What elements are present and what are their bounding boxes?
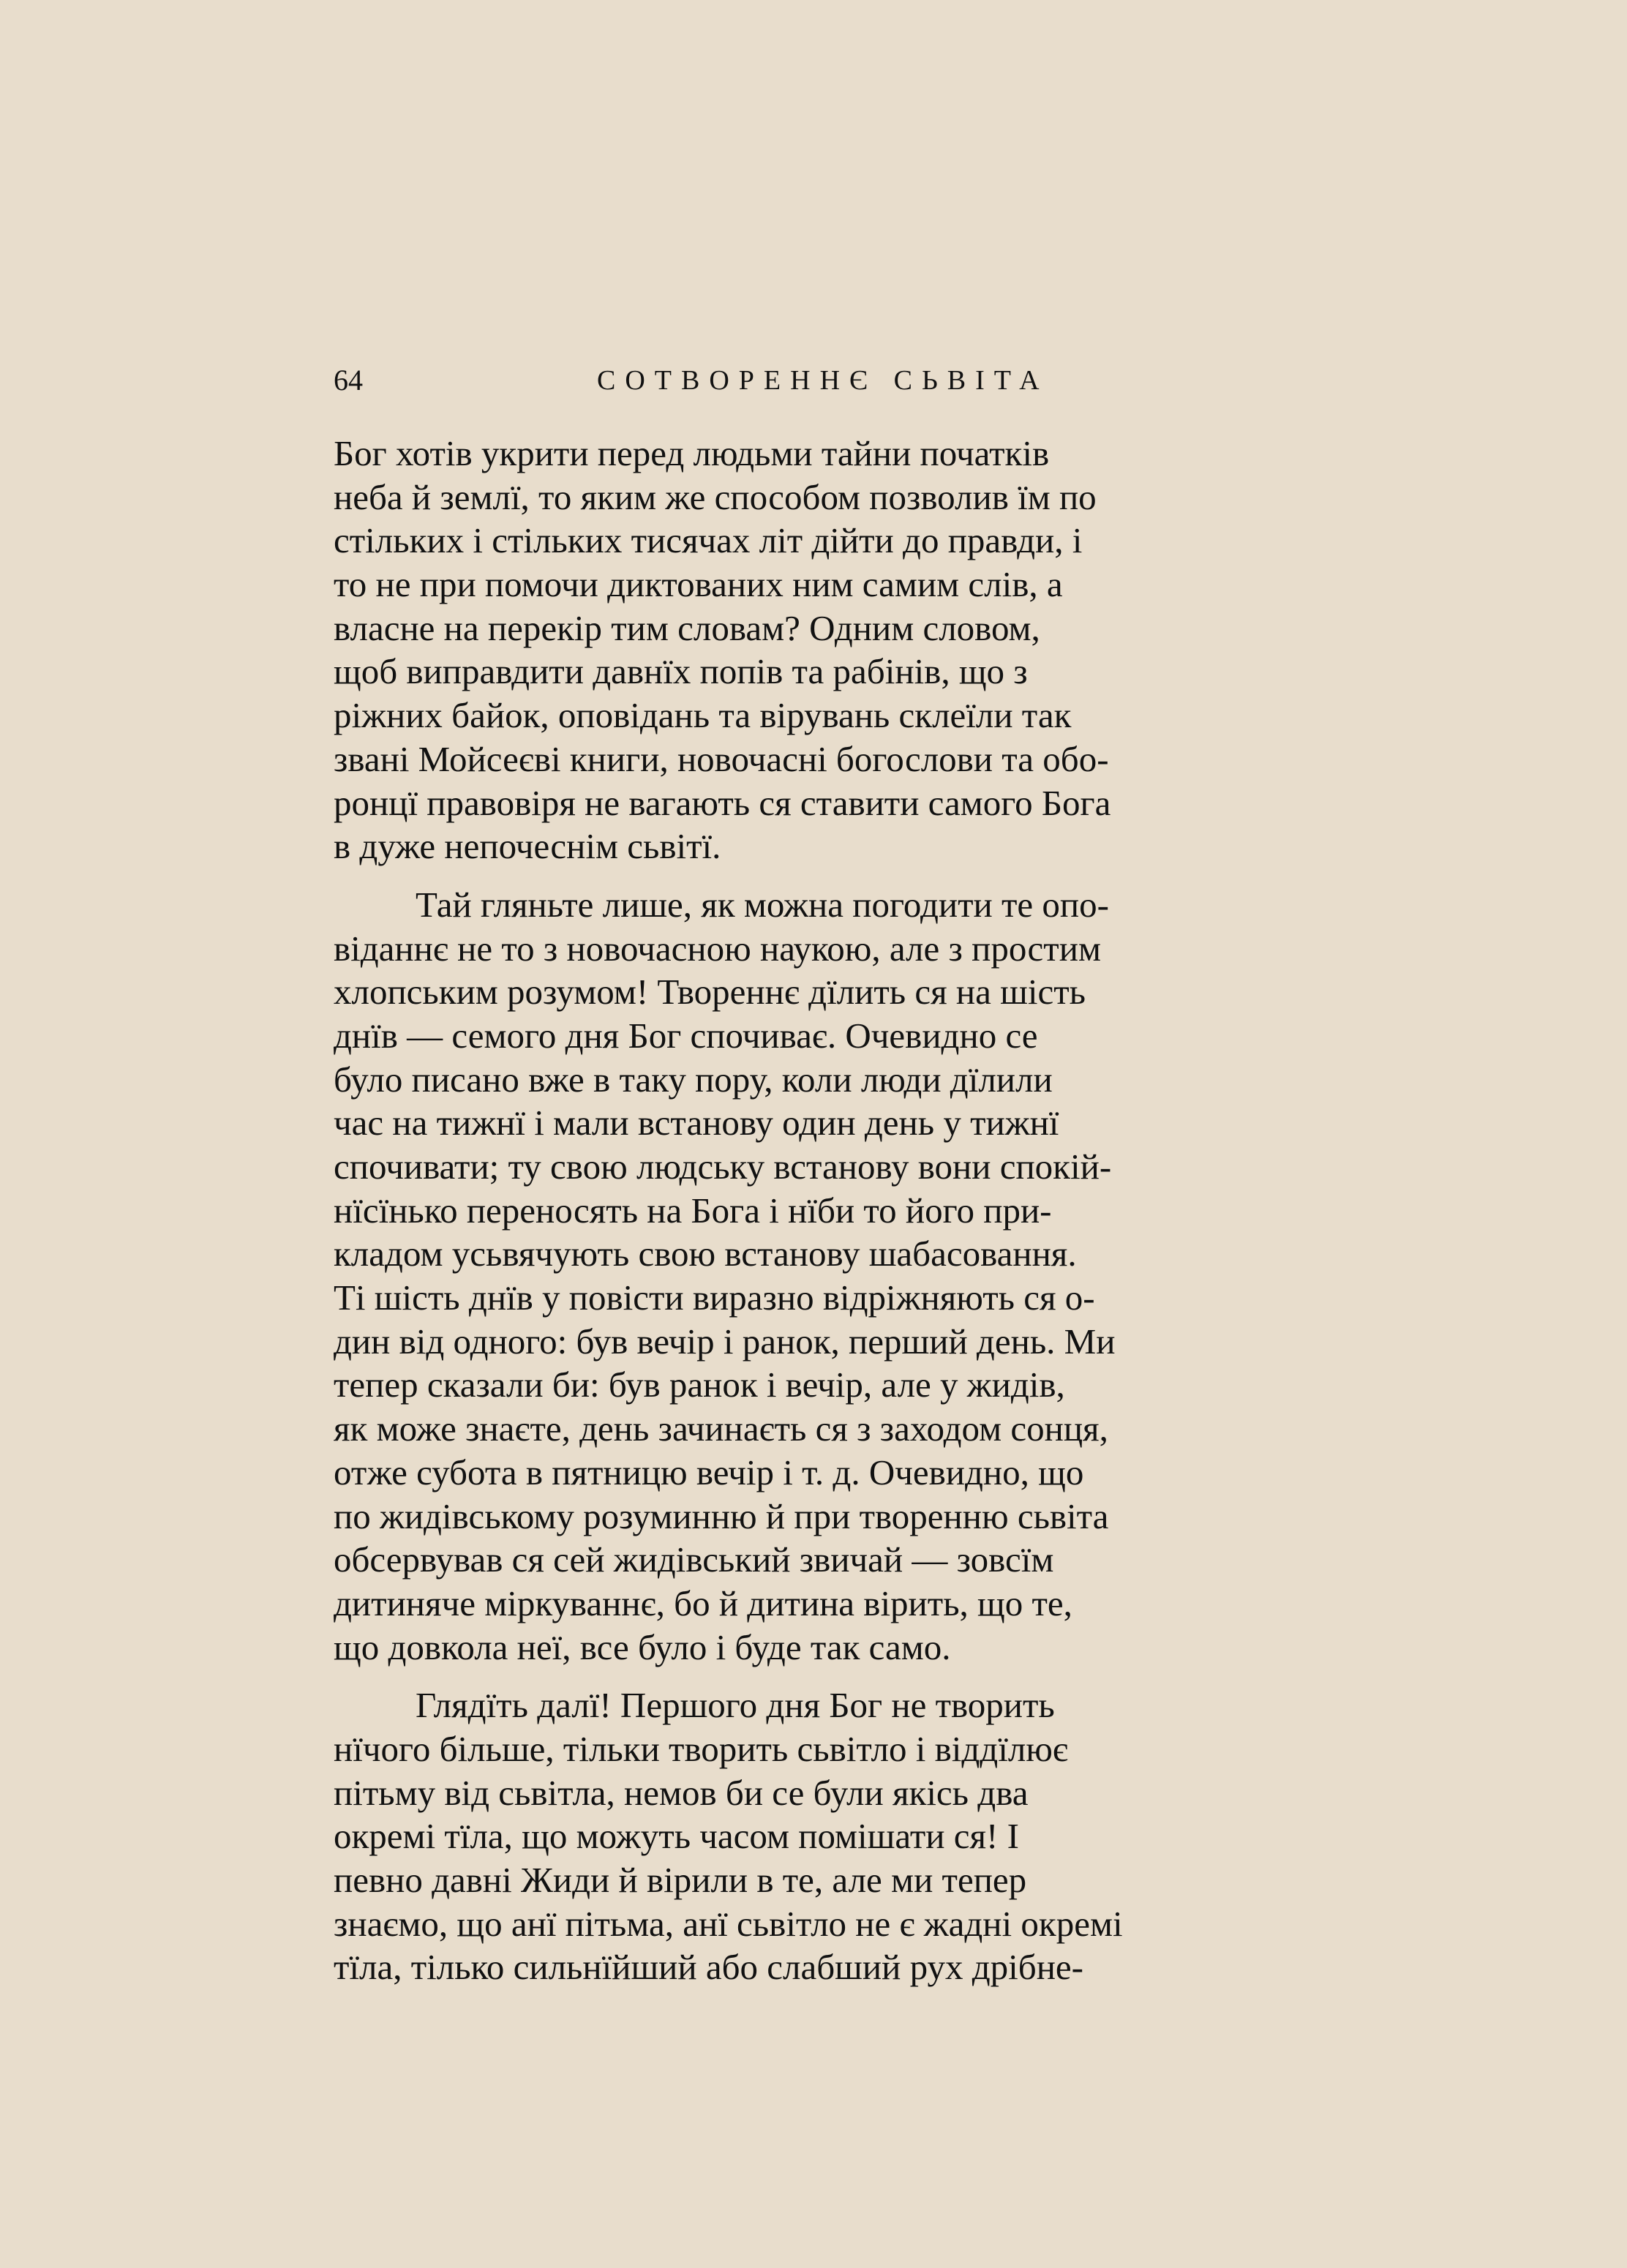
paragraph-gap [334, 868, 1329, 883]
text-line: отже субота в пятницю вечір і т. д. Очевидно, що [334, 1452, 1084, 1492]
text-line: пітьму від сьвітла, немов би се були якісь два [334, 1772, 1029, 1813]
page-number: 64 [334, 364, 363, 397]
running-title: СОТВОРЕННЄ СЬВІТА [597, 365, 1049, 396]
text-line: днїв — семого дня Бог спочиває. Очевидно се [334, 1015, 1038, 1056]
text-line: віданнє не то з новочасною наукою, але з простим [334, 928, 1101, 969]
paragraph-gap [334, 1669, 1329, 1683]
text-line: час на тижнї і мали встанову один день у тижнї [334, 1103, 1059, 1144]
text-line: окремі тїла, що можуть часом помішати ся! І [334, 1816, 1019, 1857]
text-line: Глядїть далї! Першого дня Бог не творить [416, 1685, 1055, 1726]
text-line: неба й землї, то яким же способом позволив їм по [334, 476, 1097, 517]
text-line: ронцї правовіря не вагають ся ставити самого Бога [334, 782, 1111, 823]
text-line: Тай гляньте лише, як можна погодити те опо- [416, 884, 1109, 925]
body-text [334, 432, 1329, 1989]
text-line: кладом усьвячують свою встанову шабасовання. [334, 1233, 1077, 1274]
text-line: щоб виправдити давнїх попів та рабінів, що з [334, 651, 1028, 692]
text-line: то не при помочи диктованих ним самим слів, а [334, 564, 1063, 605]
text-line: нїчого більше, тільки творить сьвітло і віддїлює [334, 1728, 1068, 1769]
text-line: знаємо, що анї пітьма, анї сьвітло не є жадні окремі [334, 1903, 1123, 1944]
text-line: в дуже непочеснім сьвітї. [334, 826, 721, 867]
text-line: дитиняче міркуваннє, бо й дитина вірить, що те, [334, 1582, 1072, 1623]
text-line: нїсїнько переносять на Бога і нїби то його при- [334, 1190, 1052, 1231]
text-line: по жидівському розуминню й при творенню сьвіта [334, 1495, 1109, 1536]
text-line: Бог хотів укрити перед людьми тайни початків [334, 433, 1050, 473]
text-line: тїла, тілько сильнїйший або слабший рух дрібне- [334, 1947, 1083, 1988]
paragraph [334, 432, 1329, 868]
text-line: тепер сказали би: був ранок і вечір, але у жидів, [334, 1364, 1065, 1405]
text-line: Ті шість днїв у повісти виразно відріжняють ся о- [334, 1277, 1095, 1318]
text-line: хлопським розумом! Твореннє дїлить ся на шість [334, 972, 1086, 1013]
text-line: було писано вже в таку пору, коли люди дїлили [334, 1059, 1053, 1100]
text-line: власне на перекір тим словам? Одним словом, [334, 607, 1040, 648]
text-line: певно давні Жиди й вірили в те, але ми тепер [334, 1860, 1027, 1900]
text-line: дин від одного: був вечір і ранок, перший день. Ми [334, 1321, 1116, 1362]
text-line: ріжних байок, оповідань та вірувань склеїли так [334, 695, 1072, 736]
text-line: що довкола неї, все було і буде так само. [334, 1626, 951, 1667]
page-header [334, 358, 1080, 402]
text-line: звані Мойсеєві книги, новочасні богослови та обо- [334, 738, 1109, 779]
text-line: спочивати; ту свою людську встанову вони спокій- [334, 1146, 1112, 1187]
text-line: обсервував ся сей жидівський звичай — зовсїм [334, 1539, 1054, 1580]
paragraph [334, 883, 1329, 1669]
paragraph [334, 1683, 1329, 1989]
text-line: як може знаєте, день зачинаєть ся з заходом сонця, [334, 1408, 1108, 1449]
text-line: стільких і стільких тисячах літ дійти до правди, і [334, 520, 1083, 561]
